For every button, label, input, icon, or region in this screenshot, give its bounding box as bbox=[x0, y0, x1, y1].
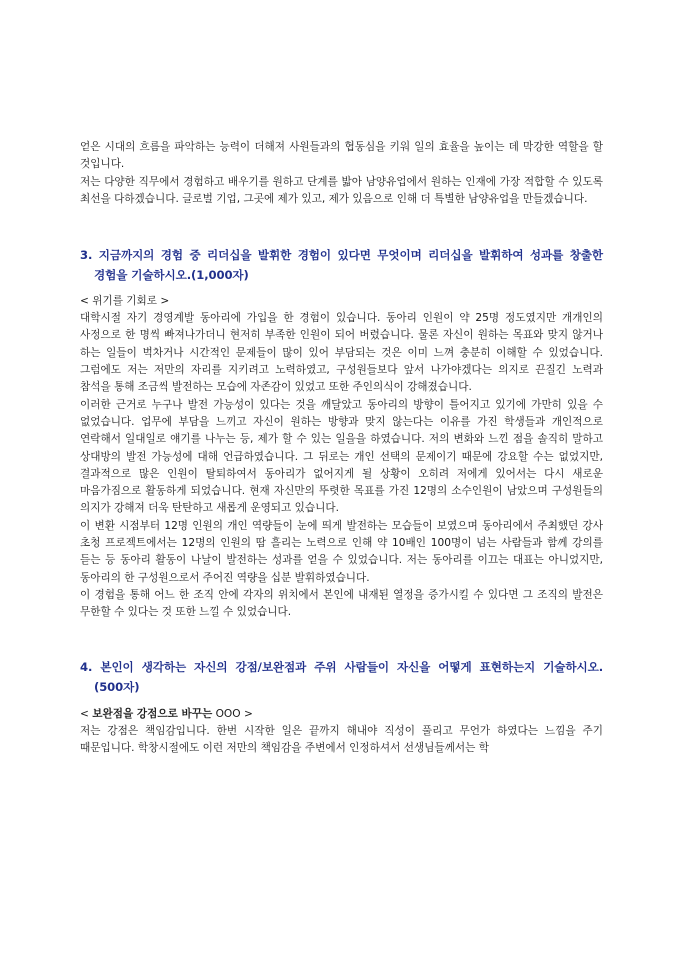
question-3-number: 3. bbox=[80, 248, 93, 263]
subheading-prefix: < bbox=[80, 707, 93, 720]
question-3-heading bbox=[80, 245, 603, 285]
intro-paragraph-1: 얻은 시대의 흐름을 파악하는 능력이 더해져 사원들과의 협동심을 키워 일의 효율을 높이는 데 막강한 역할을 할 것입니다. bbox=[80, 141, 603, 171]
subheading-suffix: OOO > bbox=[212, 707, 253, 720]
question-4-subheading bbox=[80, 706, 603, 723]
intro-section bbox=[80, 139, 603, 208]
q3-paragraph-3: 이 변환 시점부터 12명 인원의 개인 역량들이 눈에 띄게 발전하는 모습들이 보였으며 동아리에서 주최했던 강사 초청 프로젝트에서는 12명의 인원의 땀 흘리는 노력으로 인해 약 10배인 100명이 넘는 사람들과 함께 강의를 듣는 등 동아리 활동이 나날이 발전하는 성과를 얻을 수 있었습니다. 저는 동아리를 이끄는 대표는 아니었지만, 동아리의 한 구성원으로서 주어진 역량을 십분 발휘하였습니다. bbox=[80, 519, 603, 584]
question-4-number: 4. bbox=[80, 659, 93, 674]
question-4-heading bbox=[80, 657, 603, 697]
question-4-title: 본인이 생각하는 자신의 강점/보완점과 주위 사람들이 자신을 어떻게 표현하는지 기술하시오.(500자) bbox=[94, 659, 604, 694]
question-3-section bbox=[80, 245, 603, 621]
q3-paragraph-4: 이 경험을 통해 어느 한 조직 안에 각자의 위치에서 본인에 내재된 열정을 증가시킬 수 있다면 그 조직의 발전은 무한할 수 있다는 것 또한 느낄 수 있었습니다. bbox=[80, 588, 603, 619]
subheading-bold-text: 보완점을 강점으로 바꾸는 bbox=[92, 707, 213, 720]
question-3-subheading: < 위기를 기회로 > bbox=[80, 295, 170, 308]
question-3-title: 지금까지의 경험 중 리더십을 발휘한 경험이 있다면 무엇이며 리더십을 발휘하여 성과를 창출한 경험을 기술하시오.(1,000자) bbox=[94, 248, 604, 283]
question-4-section bbox=[80, 657, 603, 758]
q3-paragraph-1: 대학시절 자기 경영계발 동아리에 가입을 한 경험이 있습니다. 동아리 인원이 약 25명 정도였지만 개개인의 사정으로 한 명씩 빠져나가더니 현저히 부족한 인원이 되어 버렸습니다. 물론 자신이 원하는 목표와 맞지 않거나 하는 일들이 벅차거나 시간적인 문제들이 많이 있어 부담되는 것은 이미 느껴 충분히 이해할 수 있었습니다. 그럼에도 저는 저만의 자리를 지키려고 노력하였고, 구성원들보다 앞서 나가야겠다는 의지로 끈질긴 노력과 참석을 통해 조금씩 발전하는 모습에 자존감이 있었고 또한 주인의식이 강해졌습니다. bbox=[80, 312, 603, 394]
document-page bbox=[80, 139, 603, 757]
intro-paragraph-2: 저는 다양한 직무에서 경험하고 배우기를 원하고 단계를 밟아 남양유업에서 원하는 인재에 가장 적합할 수 있도록 최선을 다하겠습니다. 글로벌 기업, 그곳에 제가 있고, 제가 있음으로 인해 더 특별한 남양유업을 만들겠습니다. bbox=[80, 175, 603, 205]
q3-paragraph-2: 이러한 근거로 누구나 발전 가능성이 있다는 것을 깨달았고 동아리의 방향이 틀어지고 있기에 가만히 있을 수 없었습니다. 업무에 부담을 느끼고 자신이 원하는 방향과 맞지 않는다는 이유를 가진 학생들과 개인적으로 연락해서 일대일로 얘기를 나누는 등, 제가 할 수 있는 일을을 하였습니다. 저의 변화와 느낀 점을 솔직히 말하고 상대방의 발전 가능성에 대해 언급하였습니다. 그 뒤로는 개인 선택의 문제이기 때문에 강요할 수는 없었지만, 결과적으로 많은 인원이 탈퇴하여서 동아리가 없어지게 될 상황이 오히려 저에게 있어서는 다시 새로운 마음가짐으로 활동하게 되었습니다. 현재 자신만의 뚜렷한 목표를 가진 12명의 소수인원이 남았으며 구성원들의 의지가 강해져 더욱 탄탄하고 새롭게 운영되고 있습니다. bbox=[80, 398, 603, 515]
q4-paragraph-1: 저는 강점은 책임감입니다. 한번 시작한 일은 끝까지 해내야 직성이 풀리고 무언가 하였다는 느낌을 주기 때문입니다. 학창시절에도 이런 저만의 책임감을 주변에서 인정하셔서 선생님들께서는 학 bbox=[80, 724, 603, 754]
